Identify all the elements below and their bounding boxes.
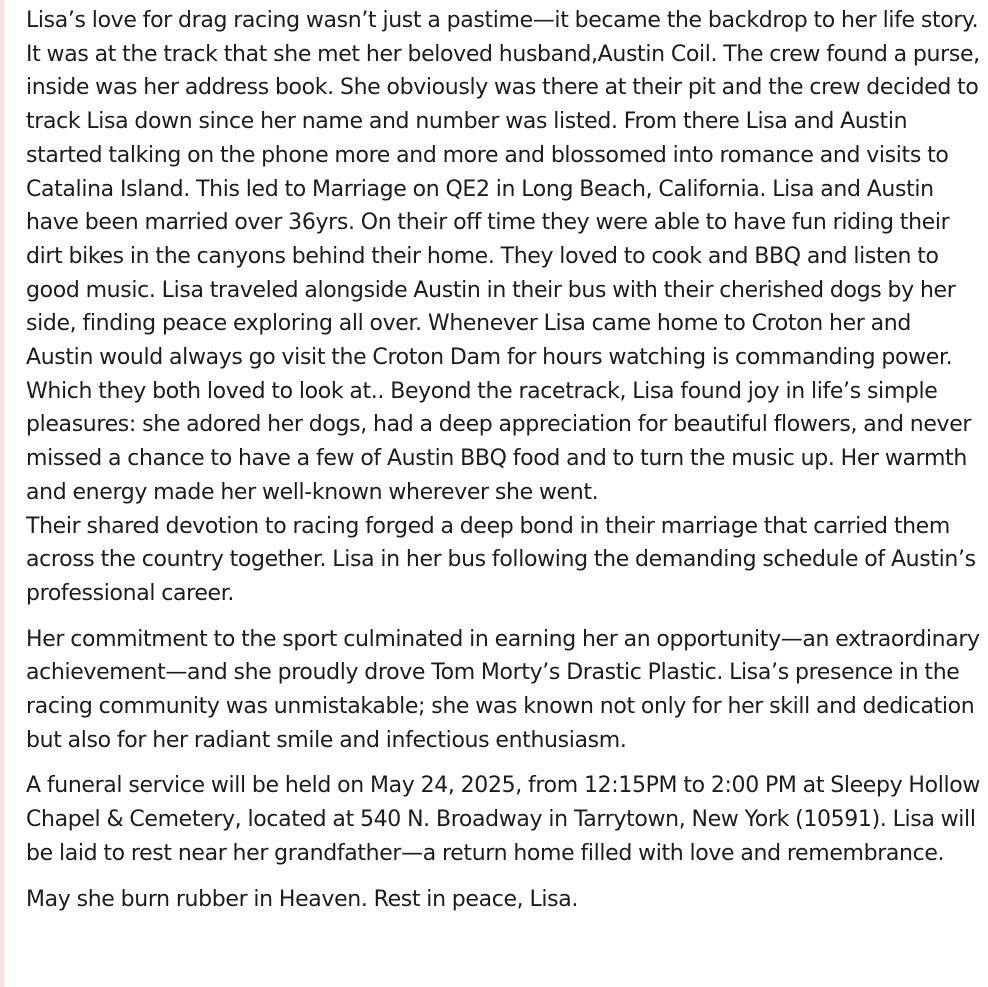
post-paragraph-3: Her commitment to the sport culminated in earning her an opportunity—an extraordinary achievement—and she proudly drove Tom Morty’s Drastic Plastic. Lisa’s presence in the racing community was unmistakable; she was known not only for her skill and dedication but also for her radiant smile and infectious enthusiasm. [26,626,980,753]
post-paragraph-5: May she burn rubber in Heaven. Rest in peace, Lisa. [26,886,579,912]
post-paragraph-1: Lisa’s love for drag racing wasn’t just a pastime—it became the backdrop to her life story. It was at the track that she met her beloved husband,Austin Coil. The crew found a purse, inside was her address book. She obviously was there at their pit and the crew decided to track Lisa down since her name and number was listed. From there Lisa and Austin started talking on the phone more and more and blossomed into romance and visits to Catalina Island. This led to Marriage on QE2 in Long Beach, California. Lisa and Austin have been married over 36yrs. On their off time they were able to have fun riding their dirt bikes in the canyons behind their home. They loved to cook and BBQ and listen to good music. Lisa traveled alongside Austin in their bus with their cherished dogs by her side, finding peace exploring all over. Whenever Lisa came home to Croton her and Austin would always go visit the Croton Dam for hours watching is commanding power. Which they both loved to look at.. Beyond the racetrack, Lisa found joy in life’s simple pleasures: she adored her dogs, had a deep appreciation for beautiful flowers, and never missed a chance to have a few of Austin BBQ food and to turn the music up. Her warmth and energy made her well-known wherever she went. [26,8,980,505]
post-paragraph-4: A funeral service will be held on May 24, 2025, from 12:15PM to 2:00 PM at Sleepy Hollow Chapel & Cemetery, located at 540 N. Broadway in Tarrytown, New York (10591). Lisa will be laid to rest near her grandfather—a return home filled with love and remembrance. [26,773,980,866]
post-paragraph-2: Their shared devotion to racing forged a deep bond in their marriage that carried them across the country together. Lisa in her bus following the demanding schedule of Austin’s professional career. [26,513,976,606]
left-border [0,0,4,987]
post-body [26,4,982,916]
